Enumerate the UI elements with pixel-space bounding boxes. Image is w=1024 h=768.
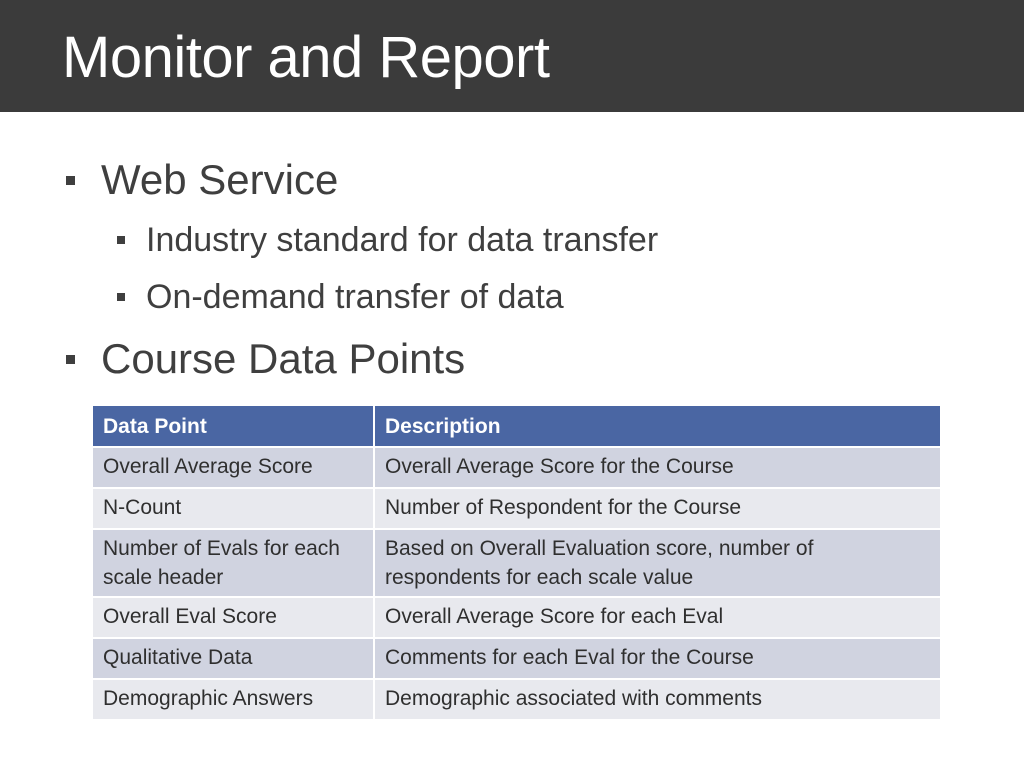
cell-description: Overall Average Score for each Eval [374, 597, 941, 638]
cell-data-point: Overall Average Score [92, 447, 374, 488]
cell-description: Demographic associated with comments [374, 679, 941, 720]
cell-data-point: N-Count [92, 488, 374, 529]
bullet-course-data-points [66, 334, 465, 384]
bullet-text: Web Service [101, 156, 339, 203]
cell-description: Comments for each Eval for the Course [374, 638, 941, 679]
table-row [92, 488, 941, 529]
cell-data-point: Overall Eval Score [92, 597, 374, 638]
cell-description: Based on Overall Evaluation score, number of respondents for each scale value [374, 529, 941, 597]
slide-title: Monitor and Report [62, 25, 550, 90]
table-row [92, 679, 941, 720]
bullet-industry-standard [117, 219, 658, 261]
table-row [92, 638, 941, 679]
square-bullet-icon [66, 176, 75, 185]
bullet-text: Industry standard for data transfer [146, 221, 659, 259]
square-bullet-icon [117, 236, 125, 244]
bullet-text: Course Data Points [101, 335, 466, 382]
table-row [92, 447, 941, 488]
header-data-point: Data Point [92, 405, 374, 447]
square-bullet-icon [66, 355, 75, 364]
header-description: Description [374, 405, 941, 447]
bullet-on-demand [117, 276, 564, 318]
cell-description: Overall Average Score for the Course [374, 447, 941, 488]
title-bar [0, 0, 1024, 112]
bullet-text: On-demand transfer of data [146, 278, 564, 316]
data-points-table [91, 404, 942, 721]
cell-data-point: Qualitative Data [92, 638, 374, 679]
square-bullet-icon [117, 293, 125, 301]
table-row [92, 529, 941, 597]
table-header-row [92, 405, 941, 447]
bullet-web-service [66, 155, 338, 205]
cell-data-point: Demographic Answers [92, 679, 374, 720]
cell-data-point: Number of Evals for each scale header [92, 529, 374, 597]
table-row [92, 597, 941, 638]
cell-description: Number of Respondent for the Course [374, 488, 941, 529]
